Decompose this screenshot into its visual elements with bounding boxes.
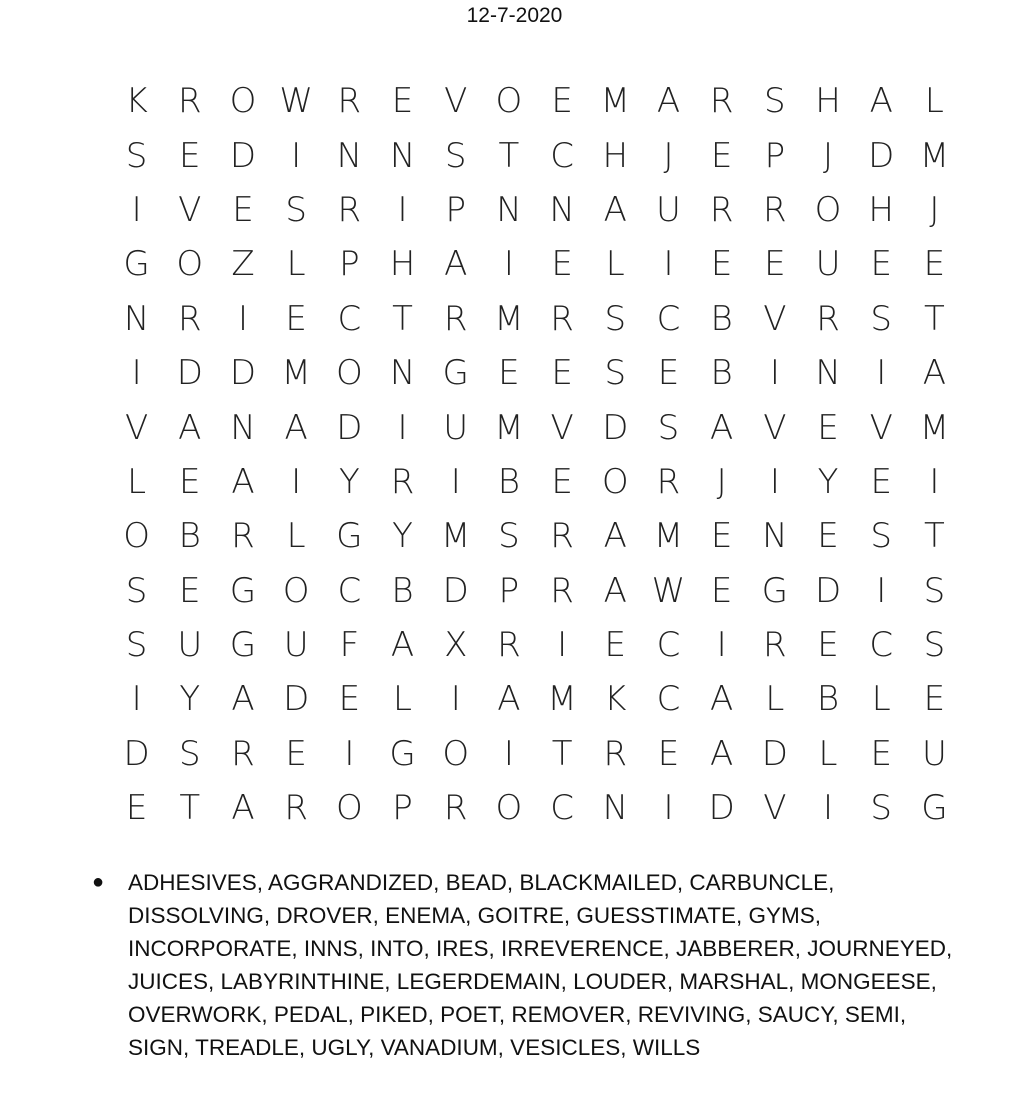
word-list — [92, 866, 972, 1064]
grid-letter: G — [229, 625, 257, 666]
grid-letter: V — [124, 407, 149, 448]
grid-letter: P — [339, 244, 360, 285]
grid-letter: I — [769, 461, 780, 502]
grid-letter: N — [496, 189, 522, 230]
grid-letter: R — [390, 461, 415, 502]
grid-letter: V — [550, 407, 574, 448]
grid-letter: O — [335, 788, 363, 829]
grid-letter: L — [393, 679, 412, 720]
grid-letter: E — [870, 244, 892, 285]
grid-letter: R — [284, 788, 308, 829]
grid-letter: E — [551, 461, 573, 502]
grid-letter: S — [870, 516, 893, 557]
grid-letter: S — [870, 788, 893, 829]
grid-letter: P — [445, 189, 466, 230]
grid-letter: D — [761, 733, 788, 774]
grid-letter: C — [656, 679, 681, 720]
grid-letter: S — [764, 81, 786, 122]
grid-letter: I — [876, 353, 887, 394]
grid-letter: T — [392, 298, 413, 339]
grid-letter: O — [495, 788, 523, 829]
grid-letter: U — [815, 244, 841, 285]
grid-letter: P — [764, 135, 786, 176]
grid-letter: N — [336, 135, 363, 176]
grid-letter: A — [231, 679, 255, 720]
grid-letter: Y — [179, 679, 201, 720]
grid-letter: C — [656, 625, 681, 666]
grid-letter: R — [443, 788, 468, 829]
grid-letter: B — [816, 679, 840, 720]
grid-letter: S — [657, 407, 680, 448]
grid-letter: A — [444, 244, 468, 285]
grid-letter: O — [495, 81, 523, 122]
grid-letter: C — [656, 298, 681, 339]
grid-letter: L — [924, 81, 944, 122]
grid-letter: L — [605, 244, 625, 285]
grid-letter: C — [869, 625, 894, 666]
word-list-text: ADHESIVES, AGGRANDIZED, BEAD, BLACKMAILED, CARBUNCLE, DISSOLVING, DROVER, ENEMA, GOITRE, GUESSTIMATE, GYMS, INCORPORATE, INNS, INTO, IRES, IRREVERENCE, JABBERER, JOURNEYED, JUICES, LABYRINTHINE, LEGERDEMAIN, LOUDER, MARSHAL, MONGEESE, OVERWORK, PEDAL, PIKED, POET, REMOVER, REVIVING, SAUCY, SEMI, SIGN, TREADLE, UGLY, VANADIUM, VESICLES, WILLS — [128, 870, 953, 1060]
grid-letter: V — [763, 788, 787, 829]
grid-letter: I — [397, 189, 408, 230]
grid-letter: M — [919, 407, 950, 448]
grid-letter: R — [337, 81, 362, 122]
grid-letter: S — [285, 189, 307, 230]
grid-letter: U — [656, 189, 681, 230]
grid-letter: N — [123, 298, 150, 339]
grid-letter: C — [550, 135, 574, 176]
grid-letter: E — [870, 461, 892, 502]
grid-letter: I — [397, 407, 408, 448]
grid-letter: E — [817, 407, 839, 448]
word-search-grid — [110, 74, 961, 835]
grid-letter: N — [815, 353, 841, 394]
grid-letter: E — [179, 461, 201, 502]
grid-letter: S — [444, 135, 467, 176]
grid-letter: E — [710, 516, 733, 557]
grid-letter: E — [232, 189, 254, 230]
grid-letter: S — [125, 625, 148, 666]
grid-letter: E — [125, 788, 148, 829]
grid-letter: E — [870, 733, 892, 774]
grid-letter: J — [716, 461, 727, 502]
grid-letter: L — [286, 244, 306, 285]
grid-letter: I — [663, 788, 674, 829]
grid-letter: S — [125, 135, 148, 176]
grid-letter: U — [283, 625, 309, 666]
grid-letter: L — [765, 679, 785, 720]
grid-letter: A — [922, 353, 947, 394]
grid-letter: B — [497, 461, 521, 502]
grid-letter: K — [604, 679, 627, 720]
grid-letter: R — [443, 298, 468, 339]
grid-letter: A — [390, 625, 415, 666]
grid-letter: I — [131, 353, 142, 394]
grid-letter: E — [923, 679, 946, 720]
grid-letter: L — [286, 516, 306, 557]
grid-letter: L — [127, 461, 147, 502]
grid-letter: M — [494, 298, 524, 339]
grid-letter: M — [441, 516, 471, 557]
grid-letter: R — [550, 298, 574, 339]
grid-letter: D — [176, 353, 203, 394]
grid-letter: E — [285, 298, 307, 339]
grid-letter: I — [823, 788, 834, 829]
grid-letter: S — [125, 570, 148, 611]
grid-letter: U — [921, 733, 947, 774]
grid-letter: M — [494, 407, 524, 448]
grid-letter: D — [442, 570, 469, 611]
grid-letter: P — [392, 788, 413, 829]
grid-letter: O — [282, 570, 310, 611]
grid-letter: J — [823, 135, 834, 176]
grid-letter: A — [710, 679, 734, 720]
bullet-icon: ● — [92, 871, 105, 893]
grid-letter: I — [131, 679, 142, 720]
grid-letter: I — [929, 461, 940, 502]
grid-letter: H — [389, 244, 416, 285]
grid-letter: I — [450, 461, 461, 502]
grid-letter: D — [868, 135, 895, 176]
grid-letter: O — [601, 461, 629, 502]
grid-letter: I — [131, 189, 142, 230]
grid-letter: E — [551, 81, 573, 122]
grid-letter: E — [817, 516, 839, 557]
grid-letter: G — [761, 570, 789, 611]
grid-letter: B — [178, 516, 201, 557]
grid-letter: R — [816, 298, 840, 339]
grid-letter: V — [444, 81, 468, 122]
grid-letter: J — [929, 189, 940, 230]
grid-letter: E — [338, 679, 361, 720]
grid-letter: D — [229, 135, 257, 176]
grid-letter: O — [229, 81, 257, 122]
grid-letter: S — [498, 516, 520, 557]
grid-letter: J — [663, 135, 674, 176]
grid-letter: E — [657, 353, 680, 394]
grid-letter: M — [919, 135, 950, 176]
grid-letter: C — [337, 298, 362, 339]
grid-letter: T — [924, 298, 945, 339]
grid-letter: N — [602, 788, 628, 829]
grid-letter: O — [814, 189, 842, 230]
grid-letter: U — [177, 625, 203, 666]
grid-letter: E — [710, 244, 733, 285]
grid-letter: A — [231, 788, 255, 829]
grid-letter: L — [871, 679, 891, 720]
grid-letter: T — [924, 516, 945, 557]
grid-letter: I — [344, 733, 355, 774]
grid-letter: A — [869, 81, 893, 122]
grid-letter: V — [763, 298, 787, 339]
grid-letter: T — [551, 733, 573, 774]
grid-letter: R — [763, 189, 787, 230]
grid-letter: A — [710, 407, 734, 448]
grid-letter: T — [498, 135, 520, 176]
grid-letter: M — [600, 81, 630, 122]
grid-letter: S — [178, 733, 201, 774]
grid-letter: N — [389, 353, 416, 394]
grid-letter: H — [868, 189, 894, 230]
grid-letter: M — [653, 516, 684, 557]
grid-letter: E — [817, 625, 839, 666]
grid-letter: K — [125, 81, 148, 122]
grid-letter: C — [337, 570, 362, 611]
grid-letter: R — [709, 189, 734, 230]
grid-letter: E — [604, 625, 627, 666]
grid-letter: D — [123, 733, 150, 774]
grid-letter: S — [604, 353, 627, 394]
grid-letter: R — [177, 81, 202, 122]
grid-letter: N — [230, 407, 256, 448]
grid-letter: G — [123, 244, 150, 285]
grid-letter: Z — [231, 244, 255, 285]
grid-letter: R — [337, 189, 362, 230]
grid-letter: A — [178, 407, 202, 448]
grid-letter: V — [763, 407, 787, 448]
grid-letter: D — [229, 353, 257, 394]
grid-letter: E — [551, 244, 573, 285]
grid-letter: B — [391, 570, 414, 611]
grid-letter: I — [450, 679, 461, 720]
grid-letter: H — [602, 135, 629, 176]
grid-letter: I — [291, 461, 302, 502]
grid-letter: D — [814, 570, 842, 611]
grid-letter: V — [178, 189, 202, 230]
grid-letter: E — [551, 353, 573, 394]
grid-letter: I — [503, 244, 514, 285]
grid-letter: O — [442, 733, 470, 774]
grid-letter: S — [923, 625, 946, 666]
grid-letter: A — [497, 679, 521, 720]
grid-letter: M — [547, 679, 577, 720]
grid-letter: P — [498, 570, 520, 611]
grid-letter: G — [442, 353, 469, 394]
grid-letter: E — [498, 353, 520, 394]
grid-letter: R — [497, 625, 521, 666]
grid-letter: G — [229, 570, 257, 611]
grid-letter: I — [663, 244, 674, 285]
grid-letter: D — [336, 407, 363, 448]
grid-letter: E — [179, 570, 201, 611]
grid-letter: A — [284, 407, 308, 448]
grid-letter: A — [603, 570, 627, 611]
grid-letter: D — [602, 407, 629, 448]
grid-letter: I — [291, 135, 302, 176]
grid-letter: E — [764, 244, 786, 285]
grid-letter: Y — [338, 461, 360, 502]
grid-letter: A — [710, 733, 734, 774]
grid-letter: L — [818, 733, 838, 774]
grid-letter: E — [179, 135, 201, 176]
grid-letter: R — [231, 733, 255, 774]
grid-letter: Y — [817, 461, 839, 502]
grid-letter: W — [279, 81, 313, 122]
grid-letter: I — [876, 570, 887, 611]
grid-letter: I — [557, 625, 568, 666]
grid-letter: W — [651, 570, 686, 611]
grid-letter: R — [656, 461, 681, 502]
grid-letter: G — [921, 788, 948, 829]
grid-letter: I — [769, 353, 780, 394]
grid-letter: D — [708, 788, 735, 829]
grid-letter: E — [923, 244, 946, 285]
grid-letter: R — [231, 516, 255, 557]
grid-letter: R — [709, 81, 734, 122]
grid-letter: B — [710, 298, 733, 339]
grid-letter: E — [657, 733, 680, 774]
grid-letter: A — [231, 461, 255, 502]
grid-letter: S — [604, 298, 627, 339]
grid-letter: I — [237, 298, 248, 339]
grid-letter: X — [444, 625, 468, 666]
grid-letter: A — [603, 189, 627, 230]
grid-letter: H — [815, 81, 841, 122]
grid-letter: U — [443, 407, 469, 448]
grid-letter: O — [335, 353, 363, 394]
grid-letter: R — [763, 625, 787, 666]
grid-letter: T — [179, 788, 201, 829]
grid-letter: E — [710, 570, 733, 611]
grid-letter: F — [339, 625, 360, 666]
grid-letter: B — [710, 353, 733, 394]
grid-letter: N — [762, 516, 788, 557]
grid-letter: A — [656, 81, 681, 122]
grid-letter: V — [869, 407, 893, 448]
grid-letter: E — [391, 81, 414, 122]
grid-letter: E — [285, 733, 307, 774]
grid-letter: N — [389, 135, 416, 176]
grid-letter: N — [549, 189, 575, 230]
grid-letter: R — [177, 298, 202, 339]
grid-letter: S — [923, 570, 946, 611]
grid-letter: R — [550, 570, 574, 611]
grid-letter: A — [603, 516, 627, 557]
grid-letter: Y — [392, 516, 413, 557]
grid-letter: S — [870, 298, 893, 339]
grid-letter: M — [281, 353, 311, 394]
grid-letter: E — [710, 135, 733, 176]
grid-letter: R — [550, 516, 574, 557]
grid-letter: I — [503, 733, 514, 774]
grid-letter: I — [716, 625, 727, 666]
grid-letter: G — [336, 516, 363, 557]
grid-letter: C — [550, 788, 574, 829]
grid-letter: D — [283, 679, 310, 720]
date-header: 12-7-2020 — [466, 4, 563, 27]
grid-letter: O — [123, 516, 150, 557]
grid-letter: R — [603, 733, 628, 774]
grid-letter: G — [389, 733, 416, 774]
grid-letter: O — [176, 244, 204, 285]
